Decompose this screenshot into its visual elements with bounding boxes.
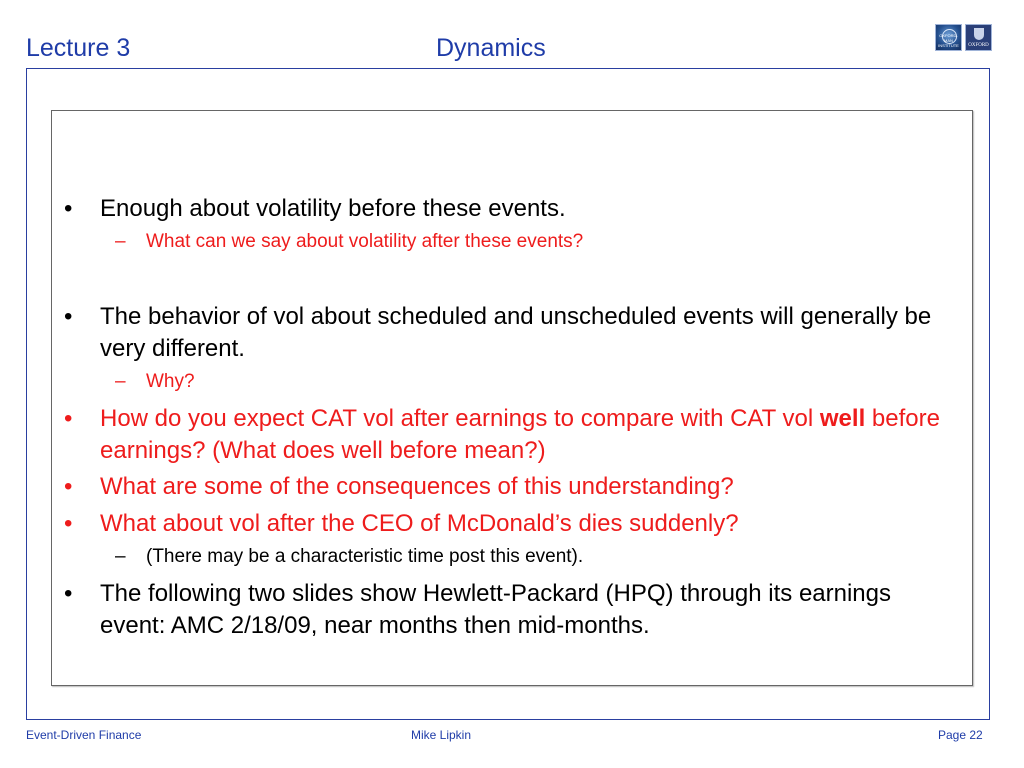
- content-box: [51, 110, 973, 686]
- footer-author: Mike Lipkin: [411, 728, 472, 742]
- slide-title: Dynamics: [436, 34, 546, 62]
- footer-course: Event-Driven Finance: [26, 728, 142, 742]
- footer-page-number: Page 22: [938, 728, 983, 742]
- bullet-marker: •: [64, 405, 73, 432]
- bullet-marker: •: [64, 303, 73, 330]
- oxford-university-logo: [965, 24, 992, 51]
- bullet-text: The behavior of vol about scheduled and unscheduled events will generally be very different.: [100, 303, 932, 362]
- bullet-marker: •: [64, 580, 73, 607]
- bullet-marker: •: [64, 510, 73, 537]
- bullet-text: Enough about volatility before these events.: [100, 195, 566, 222]
- sub-bullet-text: (There may be a characteristic time post this event).: [146, 546, 584, 567]
- bullet-text-part: How do you expect CAT vol after earnings to compare with CAT vol: [100, 405, 820, 432]
- bullet-text: What are some of the consequences of this understanding?: [100, 473, 734, 500]
- sub-bullet-text: Why?: [146, 371, 195, 392]
- dash-marker: –: [115, 231, 126, 252]
- bullet-text-part: before earnings? (What does well before mean?): [100, 405, 940, 464]
- lecture-label: Lecture 3: [26, 34, 131, 62]
- logo-text: OXFORD: [968, 43, 989, 48]
- dash-marker: –: [115, 371, 126, 392]
- bullet-marker: •: [64, 195, 73, 222]
- emphasis-text: well: [819, 405, 866, 432]
- bullet-text: What about vol after the CEO of McDonald’s dies suddenly?: [100, 510, 739, 537]
- logo-group: [935, 24, 992, 51]
- bullet-marker: •: [64, 473, 73, 500]
- bullet-text: [100, 403, 952, 467]
- oxford-man-institute-logo: [935, 24, 962, 51]
- shield-icon: [974, 28, 984, 40]
- sub-bullet-text: What can we say about volatility after these events?: [146, 231, 584, 252]
- bullet-text: The following two slides show Hewlett-Packard (HPQ) through its earnings event: AMC 2/18/09, near months then mid-months.: [100, 580, 892, 639]
- dash-marker: –: [115, 546, 126, 567]
- bullet-list: [52, 111, 972, 685]
- logo-text: OXFORD-MAN INSTITUTE: [938, 33, 959, 48]
